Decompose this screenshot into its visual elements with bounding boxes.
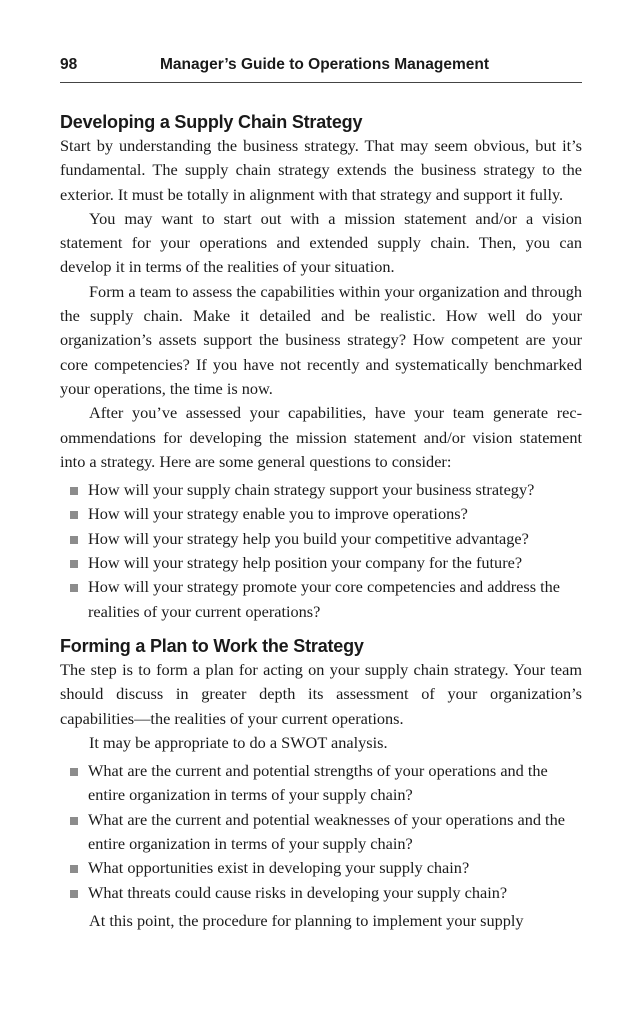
bullet-square-icon xyxy=(70,487,78,495)
list-item xyxy=(60,881,582,905)
bullet-square-icon xyxy=(70,890,78,898)
running-head xyxy=(60,52,582,83)
list-item xyxy=(60,502,582,526)
list-item-text: How will your strategy enable you to improve operations? xyxy=(88,504,468,524)
bullet-square-icon xyxy=(70,865,78,873)
list-item xyxy=(60,808,582,857)
list-item xyxy=(60,759,582,808)
section-body-forming xyxy=(60,658,582,933)
bullet-square-icon xyxy=(70,536,78,544)
paragraph: The step is to form a plan for acting on your supply chain strategy. Your team should discuss in greater depth its assessment of your organization’s capabilities—the realities of your current operations. xyxy=(60,659,582,728)
paragraph: Form a team to assess the capabilities within your organization and through the supply chain. Make it detailed and be realistic. How well do your organization’s assets support the business strategy? How competent are your core competencies? If you have not recently and systematically benchmarked your operations, the time is now. xyxy=(60,281,582,398)
list-item-text: How will your strategy help position your company for the future? xyxy=(88,553,523,573)
bullet-list-swot-questions xyxy=(60,759,582,905)
list-item-text: What opportunities exist in developing your supply chain? xyxy=(88,858,470,878)
page-number: 98 xyxy=(60,56,78,73)
paragraph: After you’ve assessed your capabilities, have your team generate recommendations for developing the mission statement and/or vision statement into a strategy. Here are some general questions to consider: xyxy=(60,403,582,471)
list-item-text: How will your strategy promote your core competencies and address the realities of your current operations? xyxy=(88,577,561,621)
section-body-developing xyxy=(60,134,582,624)
bullet-list-strategy-questions xyxy=(60,478,582,624)
list-item-text: How will your supply chain strategy support your business strategy? xyxy=(88,480,535,500)
bullet-square-icon xyxy=(70,817,78,825)
list-item xyxy=(60,478,582,502)
list-item xyxy=(60,551,582,575)
paragraph: Start by understanding the business strategy. That may seem obvious, but it’s fundamental. The supply chain strategy extends the business strategy to the exterior. It must be totally in alignment with that strategy and support it fully. xyxy=(60,136,582,204)
bullet-square-icon xyxy=(70,560,78,568)
book-title: Manager’s Guide to Operations Management xyxy=(160,56,490,73)
bullet-square-icon xyxy=(70,584,78,592)
paragraph: You may want to start out with a mission statement and/or a vision statement for your operations and extended supply chain. Then, you can develop it in terms of the realities of your situation. xyxy=(60,208,582,277)
list-item xyxy=(60,856,582,880)
list-item-text: How will your strategy help you build your competitive advantage? xyxy=(88,528,529,548)
bullet-square-icon xyxy=(70,768,78,776)
bullet-square-icon xyxy=(70,511,78,519)
paragraph: At this point, the procedure for planning to implement your supply xyxy=(89,910,524,930)
list-item-text: What threats could cause risks in developing your supply chain? xyxy=(88,882,508,902)
list-item xyxy=(60,575,582,624)
section-heading-developing: Developing a Supply Chain Strategy xyxy=(60,112,363,132)
list-item xyxy=(60,527,582,551)
paragraph: It may be appropriate to do a SWOT analysis. xyxy=(89,732,388,752)
list-item-text: What are the current and potential strengths of your operations and the entire organization in terms of your supply chain? xyxy=(88,761,548,805)
section-heading-forming: Forming a Plan to Work the Strategy xyxy=(60,635,364,656)
list-item-text: What are the current and potential weaknesses of your operations and the entire organization in terms of your supply chain? xyxy=(88,809,565,854)
book-page xyxy=(60,52,582,933)
